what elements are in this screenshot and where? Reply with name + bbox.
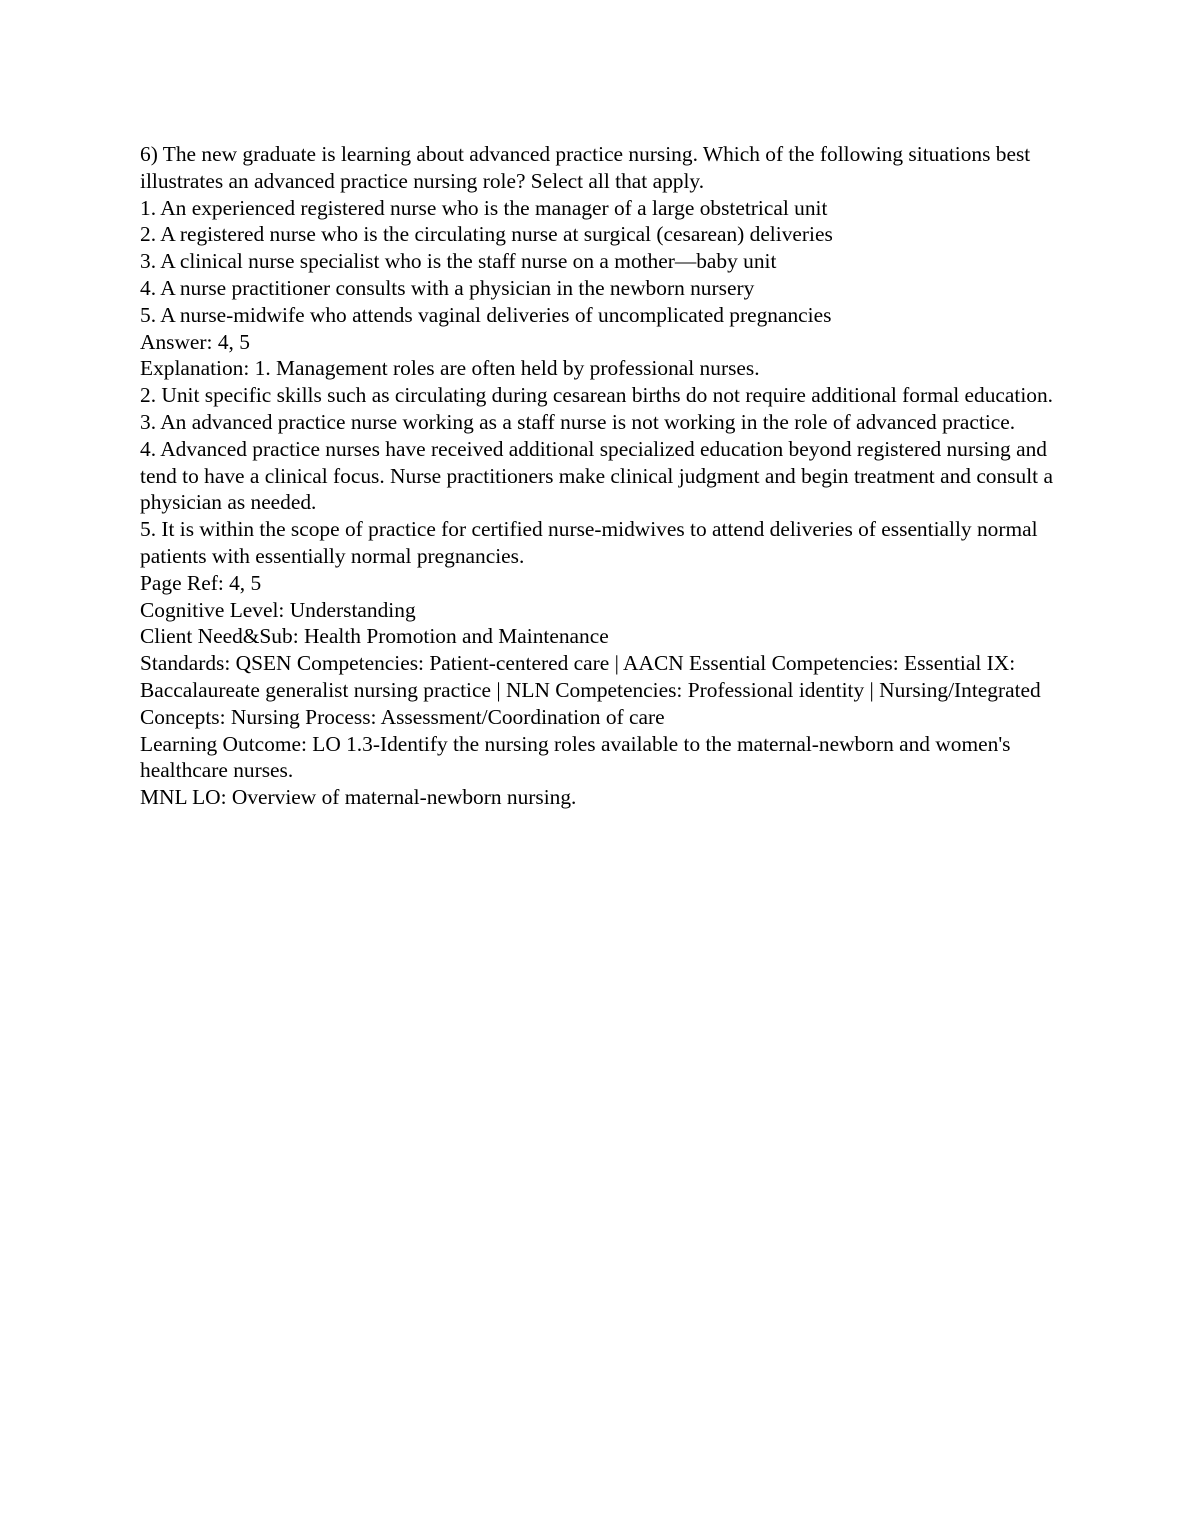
explanation-1: Explanation: 1. Management roles are often held by professional nurses.: [140, 356, 760, 381]
question-stem: 6) The new graduate is learning about advanced practice nursing. Which of the following situations best illustrates an advanced practice nursing role? Select all that apply.: [140, 142, 1031, 193]
explanation-4: 4. Advanced practice nurses have received additional specialized education beyond registered nursing and tend to have a clinical focus. Nurse practitioners make clinical judgment and begin treatment and consult a physician as needed.: [140, 436, 1053, 515]
explanation-3: 3. An advanced practice nurse working as a staff nurse is not working in the role of advanced practice.: [140, 409, 1016, 434]
answer-key: Answer: 4, 5: [140, 329, 250, 354]
answer-option-4: 4. A nurse practitioner consults with a physician in the newborn nursery: [140, 275, 755, 300]
answer-option-2: 2. A registered nurse who is the circulating nurse at surgical (cesarean) deliveries: [140, 222, 833, 247]
explanation-2: 2. Unit specific skills such as circulating during cesarean births do not require additional formal education.: [140, 383, 1053, 408]
answer-option-1: 1. An experienced registered nurse who is the manager of a large obstetrical unit: [140, 195, 828, 220]
explanation-5: 5. It is within the scope of practice for certified nurse-midwives to attend deliveries of essentially normal patients with essentially normal pregnancies.: [140, 517, 1038, 568]
learning-outcome: Learning Outcome: LO 1.3-Identify the nursing roles available to the maternal-newborn and women's healthcare nurses.: [140, 731, 1011, 783]
answer-option-3: 3. A clinical nurse specialist who is the staff nurse on a mother—baby unit: [140, 249, 777, 274]
answer-option-5: 5. A nurse-midwife who attends vaginal deliveries of uncomplicated pregnancies: [140, 302, 832, 327]
mnl-lo: MNL LO: Overview of maternal-newborn nursing.: [140, 785, 577, 810]
standards: Standards: QSEN Competencies: Patient-centered care | AACN Essential Competencies: Essential IX: Baccalaureate generalist nursing practice | NLN Competencies: Professional identity | Nursing/Integrated Concepts: Nursing Process: Assessment/Coordination of care: [140, 651, 1041, 729]
page-ref: Page Ref: 4, 5: [140, 570, 262, 595]
cognitive-level: Cognitive Level: Understanding: [140, 597, 416, 622]
document-page: [140, 141, 1060, 811]
client-need: Client Need&Sub: Health Promotion and Maintenance: [140, 624, 609, 649]
